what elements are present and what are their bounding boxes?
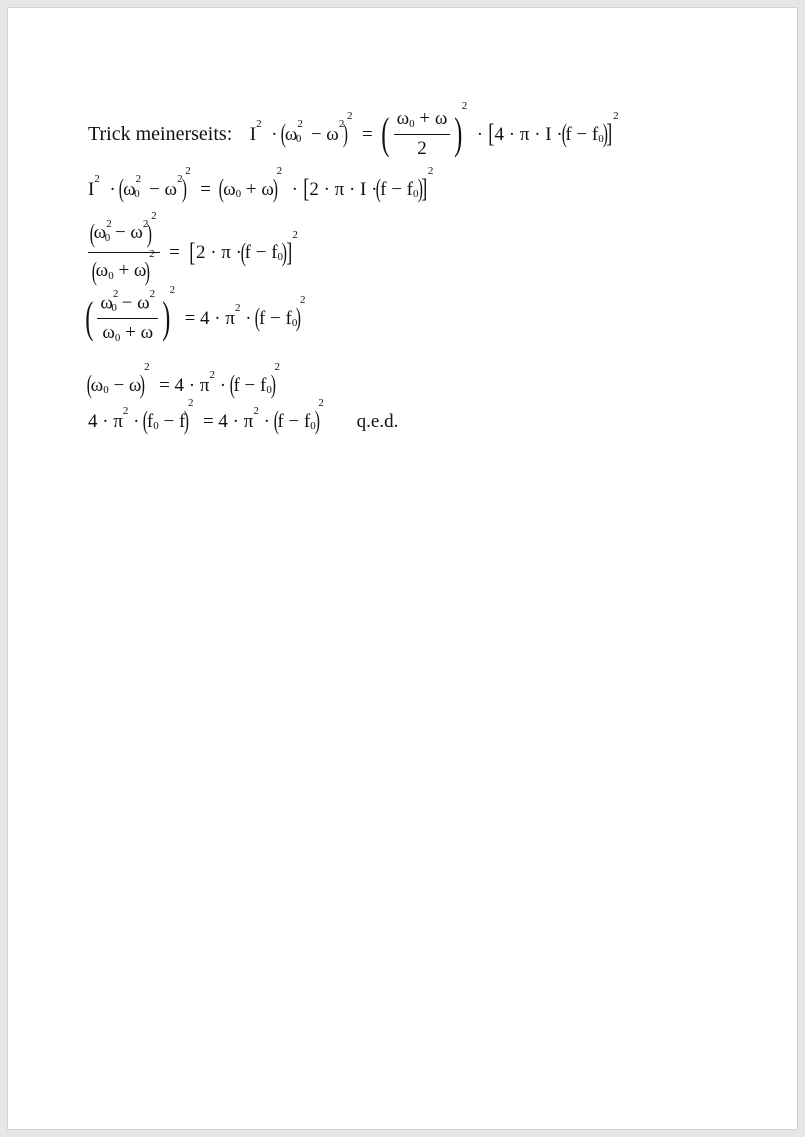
fraction-squares-over-sum: $\frac{(\omega 20 - \omega 2)2}{(\omega 0 + \omega)2}$ — [88, 218, 160, 287]
intro-label: Trick meinerseits: — [88, 123, 233, 146]
fraction-omega-sum-over-2: $\frac{\omega 0 + \omega}{2}$ — [394, 108, 451, 161]
equation-line-3: $\frac{(\omega 20 - \omega 2)2}{(\omega 0 + \omega)2}$ = [2 · π ·(f − f0)]2 — [89, 209, 298, 287]
equation-line-1: Trick meinerseits: I2 · (ω20 − ω2)2 = ( $\frac{\omega 0 + \omega}{2}$ )2 · [4 · π · I ·(f − f0)]2 — [88, 100, 619, 159]
var-I: I — [249, 123, 257, 145]
qed-label: q.e.d. — [356, 410, 399, 432]
fraction-diff-squares-over-sum: $\frac{\omega 20 - \omega 2}{\omega 0 + \omega}$ — [97, 292, 158, 345]
equation-line-5: (ω0 − ω)2 = 4 · π2 · (f − f0)2 — [86, 361, 281, 399]
equation-line-2: I2 · (ω20 − ω2)2 = (ω0 + ω)2 · [2 · π · I ·(f − f0)]2 — [88, 165, 434, 203]
equation-line-4: ( $\frac{\omega 20 - \omega 2}{\omega 0 + \omega}$ )2 = 4 · π2 · (f − f0)2 — [85, 284, 306, 345]
equation-line-6: 4 · π2 · (f0 − f)2 = 4 · π2 · (f − f0)2 q.e.d. — [88, 397, 399, 435]
document-page — [8, 8, 797, 1129]
